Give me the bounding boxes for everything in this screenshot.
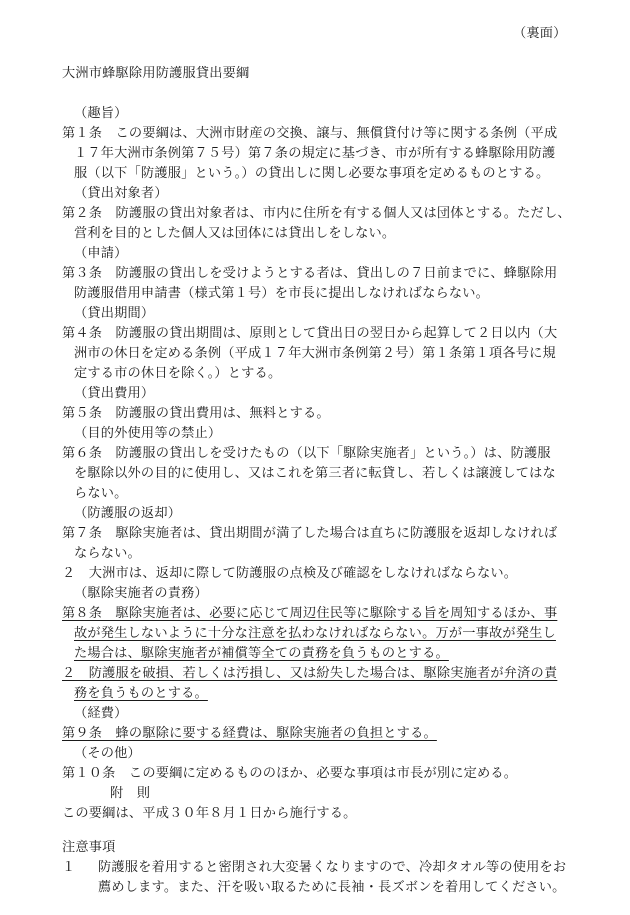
article-4-line: 第４条 防護服の貸出期間は、原則として貸出日の翌日から起算して２日以内（大 bbox=[62, 326, 558, 341]
article-8-line: 第８条 駆除実施者は、必要に応じて周辺住民等に駆除する旨を周知するほか、事 bbox=[62, 606, 558, 621]
article-1-line: 第１条 この要綱は、大洲市財産の交換、譲与、無償貸付け等に関する条例（平成 bbox=[62, 126, 558, 141]
article-2-line: 第２条 防護服の貸出対象者は、市内に住所を有する個人又は団体とする。ただし、 bbox=[62, 206, 571, 221]
article-2-heading: （貸出対象者） bbox=[74, 186, 168, 201]
article-1-heading: （趣旨） bbox=[74, 106, 128, 121]
article-1-line: 服（以下「防護服」という。）の貸出しに関し必要な事項を定めるものとする。 bbox=[74, 166, 550, 181]
article-7-paragraph-2: ２ 大洲市は、返却に際して防護服の点検及び確認をしなければならない。 bbox=[62, 566, 518, 581]
supplementary-heading: 附 則 bbox=[110, 786, 151, 801]
article-4-line: 洲市の休日を定める条例（平成１７年大洲市条例第２号）第１条第１項各号に規 bbox=[74, 346, 556, 361]
article-10-heading: （その他） bbox=[74, 746, 141, 761]
notes-heading: 注意事項 bbox=[62, 840, 116, 855]
supplementary-text: この要綱は、平成３０年８月１日から施行する。 bbox=[62, 806, 357, 821]
article-2-line: 営利を目的とした個人又は団体には貸出しをしない。 bbox=[74, 226, 396, 241]
article-3-line: 防護服借用申請書（様式第１号）を市長に提出しなければならない。 bbox=[74, 286, 490, 301]
note-number: １ bbox=[62, 860, 76, 875]
article-10-line: 第１０条 この要綱に定めるもののほか、必要な事項は市長が別に定める。 bbox=[62, 766, 518, 781]
article-5-heading: （貸出費用） bbox=[74, 386, 155, 401]
note-1-line: 薦めします。また、汗を吸い取るために長袖・長ズボンを着用してください。 bbox=[98, 880, 566, 895]
article-5-line: 第５条 防護服の貸出費用は、無料とする。 bbox=[62, 406, 330, 421]
article-3-heading: （申請） bbox=[74, 246, 128, 261]
article-6-line: 第６条 防護服の貸出しを受けたもの（以下「駆除実施者」という。）は、防護服 bbox=[62, 446, 551, 461]
article-7-line: 第７条 駆除実施者は、貸出期間が満了した場合は直ちに防護服を返却しなければ bbox=[62, 526, 558, 541]
article-6-line: を駆除以外の目的に使用し、又はこれを第三者に転貸し、若しくは譲渡してはな bbox=[74, 466, 556, 481]
article-4-line: 定する市の休日を除く。）とする。 bbox=[74, 366, 282, 381]
article-8-paragraph-2: 務を負うものとする。 bbox=[74, 686, 208, 701]
article-8-line: 故が発生しないように十分な注意を払わなければならない。万が一事故が発生し bbox=[74, 626, 556, 641]
article-1-line: １７年大洲市条例第７５号）第７条の規定に基づき、市が所有する蜂駆除用防護 bbox=[74, 146, 556, 161]
article-6-line: らない。 bbox=[74, 486, 128, 501]
note-1-line: 防護服を着用すると密閉され大変暑くなりますので、冷却タオル等の使用をお bbox=[98, 860, 567, 875]
article-6-heading: （目的外使用等の禁止） bbox=[74, 426, 222, 441]
article-7-line: ならない。 bbox=[74, 546, 141, 561]
article-9-line: 第９条 蜂の駆除に要する経費は、駆除実施者の負担とする。 bbox=[62, 726, 437, 741]
article-9-heading: （経費） bbox=[74, 706, 128, 721]
side-label: （裏面） bbox=[513, 26, 567, 41]
document-title: 大洲市蜂駆除用防護服貸出要綱 bbox=[62, 66, 250, 81]
article-8-heading: （駆除実施者の責務） bbox=[74, 586, 208, 601]
article-4-heading: （貸出期間） bbox=[74, 306, 155, 321]
article-8-line: た場合は、駆除実施者が補償等全ての責務を負うものとする。 bbox=[74, 646, 449, 661]
article-3-line: 第３条 防護服の貸出しを受けようとする者は、貸出しの７日前までに、蜂駆除用 bbox=[62, 266, 558, 281]
article-7-heading: （防護服の返却） bbox=[74, 506, 182, 521]
article-8-paragraph-2: ２ 防護服を破損、若しくは汚損し、又は紛失した場合は、駆除実施者が弁済の責 bbox=[62, 666, 558, 681]
